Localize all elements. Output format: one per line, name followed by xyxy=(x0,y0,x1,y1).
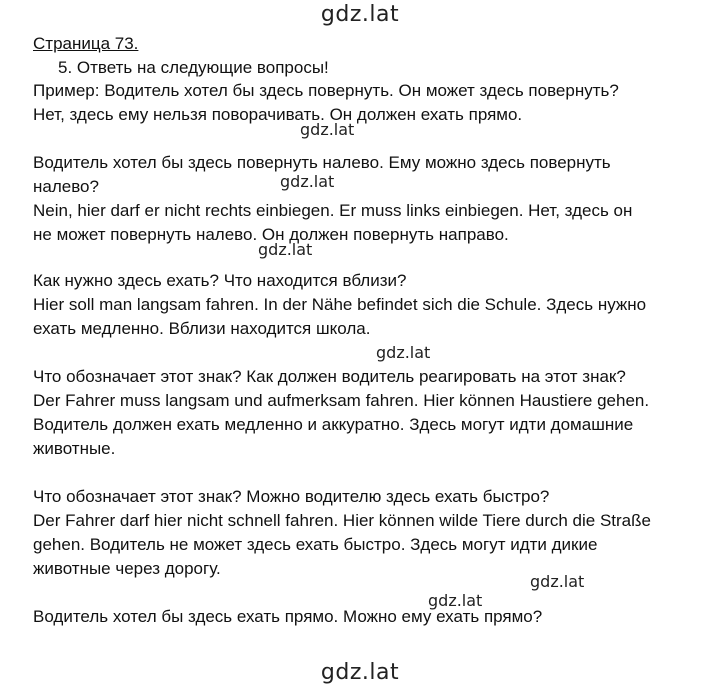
text-line: Нет, здесь ему нельзя поворачивать. Он должен ехать прямо. xyxy=(33,105,523,124)
watermark: gdz.lat xyxy=(530,572,585,591)
text-line: Что обозначает этот знак? Как должен водитель реагировать на этот знак? xyxy=(33,367,626,386)
text-line: Водитель хотел бы здесь ехать прямо. Можно ему ехать прямо? xyxy=(33,607,543,626)
text-line: Nein, hier darf er nicht rechts einbiegen. Er muss links einbiegen. Нет, здесь он xyxy=(33,201,633,220)
text-line: животные через дорогу. xyxy=(33,559,221,578)
text-line: Пример: Водитель хотел бы здесь повернуть. Он может здесь повернуть? xyxy=(33,81,619,100)
task-heading: 5. Ответь на следующие вопросы! xyxy=(58,58,329,77)
watermark-bottom: gdz.lat xyxy=(320,660,400,685)
text-line: налево? xyxy=(33,177,99,196)
text-line: Der Fahrer muss langsam und aufmerksam fahren. Hier können Haustiere gehen. xyxy=(33,391,650,410)
text-line: животные. xyxy=(33,439,116,458)
text-line: Что обозначает этот знак? Можно водителю здесь ехать быстро? xyxy=(33,487,550,506)
text-line: Hier soll man langsam fahren. In der Nähe befindet sich die Schule. Здесь нужно xyxy=(33,295,647,314)
text-line: Водитель хотел бы здесь повернуть налево. Ему можно здесь повернуть xyxy=(33,153,611,172)
text-line: Der Fahrer darf hier nicht schnell fahren. Hier können wilde Tiere durch die Straße xyxy=(33,511,651,530)
watermark: gdz.lat xyxy=(376,343,431,362)
watermark: gdz.lat xyxy=(428,591,483,610)
watermark: gdz.lat xyxy=(300,120,355,139)
watermark: gdz.lat xyxy=(280,172,335,191)
watermark: gdz.lat xyxy=(258,240,313,259)
text-line: не может повернуть налево. Он должен повернуть направо. xyxy=(33,225,509,244)
text-line: Как нужно здесь ехать? Что находится вблизи? xyxy=(33,271,407,290)
page-reference: Страница 73. xyxy=(33,34,139,53)
text-line: Водитель должен ехать медленно и аккуратно. Здесь могут идти домашние xyxy=(33,415,634,434)
watermark-top: gdz.lat xyxy=(320,2,400,27)
text-line: ехать медленно. Вблизи находится школа. xyxy=(33,319,371,338)
text-line: gehen. Водитель не может здесь ехать быстро. Здесь могут идти дикие xyxy=(33,535,598,554)
